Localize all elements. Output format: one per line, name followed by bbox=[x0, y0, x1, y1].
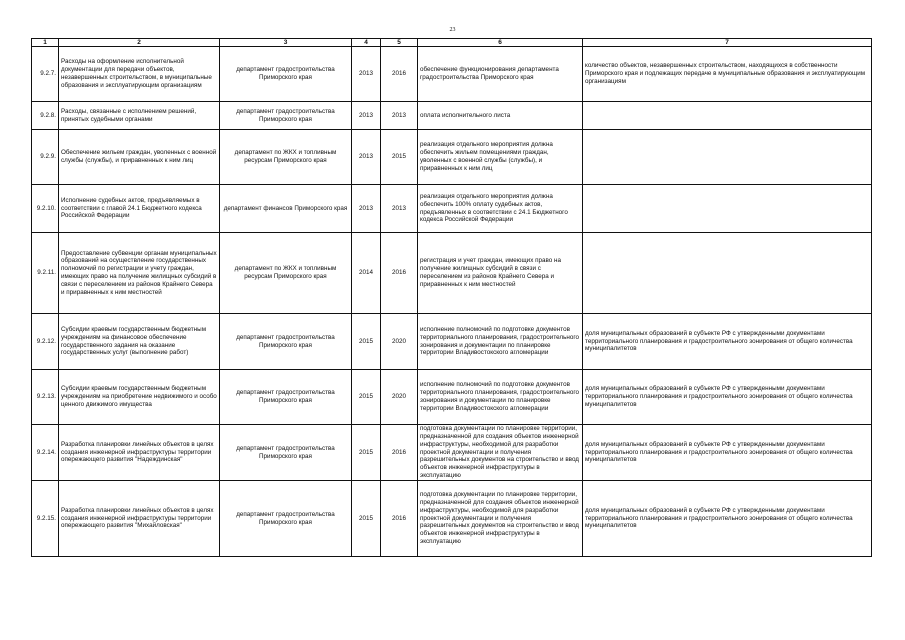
table-row bbox=[32, 370, 872, 425]
measure-name: Разработка планировки линейных объектов в целях создания инженерной инфраструктуры территории опережающего развития "Михайловская" bbox=[59, 481, 220, 557]
row-number: 9.2.8. bbox=[32, 102, 59, 130]
measures-table bbox=[31, 38, 872, 557]
target-indicator: доля муниципальных образований в субъекте РФ с утвержденными документами территориального планирования и градостроительного зонирования от общего количества муниципалитетов bbox=[583, 370, 872, 425]
end-year: 2015 bbox=[381, 130, 418, 185]
row-number: 9.2.14. bbox=[32, 425, 59, 481]
column-header: 3 bbox=[220, 39, 352, 47]
table-row bbox=[32, 481, 872, 557]
row-number: 9.2.9. bbox=[32, 130, 59, 185]
measure-name: Разработка планировки линейных объектов в целях создания инженерной инфраструктуры территории опережающего развития "Надеждинская" bbox=[59, 425, 220, 481]
expected-result: оплата исполнительного листа bbox=[418, 102, 583, 130]
expected-result: реализация отдельного мероприятия должна обеспечить 100% оплату судебных актов, предъявленных в соответствии с 24.1 Бюджетного кодекса Российской Федерации bbox=[418, 185, 583, 233]
row-number: 9.2.7. bbox=[32, 47, 59, 102]
row-number: 9.2.11. bbox=[32, 233, 59, 314]
column-header: 6 bbox=[418, 39, 583, 47]
start-year: 2013 bbox=[352, 47, 381, 102]
end-year: 2013 bbox=[381, 102, 418, 130]
target-indicator: доля муниципальных образований в субъекте РФ с утвержденными документами территориального планирования и градостроительного зонирования от общего количества муниципалитетов bbox=[583, 314, 872, 370]
target-indicator: количество объектов, незавершенных строительством, находящихся в собственности Приморского края и подлежащих передаче в муниципальные образования и эксплуатирующим организациям bbox=[583, 47, 872, 102]
target-indicator bbox=[583, 233, 872, 314]
start-year: 2014 bbox=[352, 233, 381, 314]
measure-name: Расходы, связанные с исполнением решений, принятых судебными органами bbox=[59, 102, 220, 130]
start-year: 2015 bbox=[352, 425, 381, 481]
expected-result: подготовка документации по планировке территории, предназначенной для создания объектов инженерной инфраструктуры, необходимой для разработки проектной документации и получения разрешительных документов на строительство и ввод объектов инженерной инфраструктуры в эксплуатацию bbox=[418, 425, 583, 481]
measure-name: Исполнение судебных актов, предъявляемых в соответствии с главой 24.1 Бюджетного кодекса Российской Федерации bbox=[59, 185, 220, 233]
responsible-department: департамент градостроительства Приморского края bbox=[220, 481, 352, 557]
table-row bbox=[32, 185, 872, 233]
end-year: 2016 bbox=[381, 47, 418, 102]
page-number: 23 bbox=[449, 27, 456, 33]
expected-result: исполнение полномочий по подготовке документов территориального планирования, градостроительного зонирования и документации по планировке территории Владивостокского агломерации bbox=[418, 370, 583, 425]
expected-result: подготовка документации по планировке территории, предназначенной для создания объектов инженерной инфраструктуры, необходимой для разработки проектной документации и получения разрешительных документов на строительство и ввод объектов инженерной инфраструктуры в эксплуатацию bbox=[418, 481, 583, 557]
responsible-department: департамент градостроительства Приморского края bbox=[220, 102, 352, 130]
table-row bbox=[32, 47, 872, 102]
end-year: 2016 bbox=[381, 233, 418, 314]
start-year: 2013 bbox=[352, 185, 381, 233]
measure-name: Субсидии краевым государственным бюджетным учреждениям на приобретение недвижимого и особо ценного движимого имущества bbox=[59, 370, 220, 425]
measure-name: Обеспечение жильем граждан, уволенных с военной службы (службы), и приравненных к ним лиц bbox=[59, 130, 220, 185]
measure-name: Расходы на оформление исполнительной документации для передачи объектов, незавершенных строительством, в муниципальные образования и эксплуатирующим организациям bbox=[59, 47, 220, 102]
row-number: 9.2.13. bbox=[32, 370, 59, 425]
target-indicator: доля муниципальных образований в субъекте РФ с утвержденными документами территориального планирования и градостроительного зонирования от общего количества муниципалитетов bbox=[583, 481, 872, 557]
responsible-department: департамент по ЖКХ и топливным ресурсам Приморского края bbox=[220, 130, 352, 185]
start-year: 2015 bbox=[352, 314, 381, 370]
column-header: 4 bbox=[352, 39, 381, 47]
table-row bbox=[32, 314, 872, 370]
end-year: 2016 bbox=[381, 425, 418, 481]
column-header: 7 bbox=[583, 39, 872, 47]
end-year: 2016 bbox=[381, 481, 418, 557]
start-year: 2015 bbox=[352, 370, 381, 425]
target-indicator: доля муниципальных образований в субъекте РФ с утвержденными документами территориального планирования и градостроительного зонирования от общего количества муниципалитетов bbox=[583, 425, 872, 481]
table-row bbox=[32, 130, 872, 185]
expected-result: реализация отдельного мероприятия должна обеспечить жильем помещениями граждан, уволенных с военной службы (службы), и приравненных к ним лиц bbox=[418, 130, 583, 185]
end-year: 2020 bbox=[381, 370, 418, 425]
responsible-department: департамент финансов Приморского края bbox=[220, 185, 352, 233]
header-row bbox=[32, 39, 872, 47]
expected-result: исполнение полномочий по подготовке документов территориального планирования, градостроительного зонирования и документации по планировке территории Владивостокского агломерации bbox=[418, 314, 583, 370]
table-row bbox=[32, 102, 872, 130]
responsible-department: департамент градостроительства Приморского края bbox=[220, 314, 352, 370]
responsible-department: департамент градостроительства Приморского края bbox=[220, 425, 352, 481]
measure-name: Субсидии краевым государственным бюджетным учреждениям на финансовое обеспечение государственного задания на оказание государственных услуг (выполнение работ) bbox=[59, 314, 220, 370]
start-year: 2015 bbox=[352, 481, 381, 557]
responsible-department: департамент градостроительства Приморского края bbox=[220, 47, 352, 102]
start-year: 2013 bbox=[352, 130, 381, 185]
end-year: 2013 bbox=[381, 185, 418, 233]
expected-result: регистрация и учет граждан, имеющих право на получение жилищных субсидий в связи с переселением из районов Крайнего Севера и приравненных к ним местностей bbox=[418, 233, 583, 314]
column-header: 1 bbox=[32, 39, 59, 47]
responsible-department: департамент градостроительства Приморского края bbox=[220, 370, 352, 425]
row-number: 9.2.15. bbox=[32, 481, 59, 557]
column-header: 5 bbox=[381, 39, 418, 47]
column-header: 2 bbox=[59, 39, 220, 47]
end-year: 2020 bbox=[381, 314, 418, 370]
table-row bbox=[32, 425, 872, 481]
table-row bbox=[32, 233, 872, 314]
target-indicator bbox=[583, 130, 872, 185]
measure-name: Предоставление субвенции органам муниципальных образований на осуществление государственных полномочий по регистрации и учету граждан, имеющих право на получение жилищных субсидий в связи с переселением из районов Крайнего Севера и приравненных к ним местностей bbox=[59, 233, 220, 314]
row-number: 9.2.10. bbox=[32, 185, 59, 233]
target-indicator bbox=[583, 185, 872, 233]
start-year: 2013 bbox=[352, 102, 381, 130]
target-indicator bbox=[583, 102, 872, 130]
row-number: 9.2.12. bbox=[32, 314, 59, 370]
expected-result: обеспечение функционирования департамента градостроительства Приморского края bbox=[418, 47, 583, 102]
responsible-department: департамент по ЖКХ и топливным ресурсам Приморского края bbox=[220, 233, 352, 314]
